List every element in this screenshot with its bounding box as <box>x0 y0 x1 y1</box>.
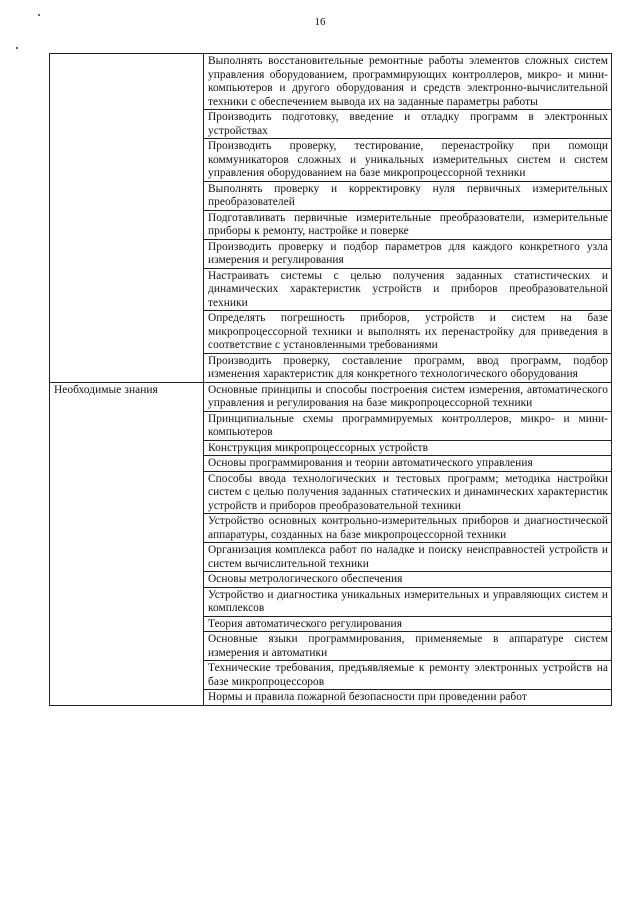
required-knowledge-item: Основные принципы и способы построения систем измерения, автоматического управления и регулирования на базе микропроцессорной техники <box>204 382 612 411</box>
requirements-table <box>49 53 612 706</box>
required-knowledge-item: Основы метрологического обеспечения <box>204 572 612 588</box>
table-row <box>50 54 612 110</box>
labor-action-item: Производить подготовку, введение и отладку программ в электронных устройствах <box>204 110 612 139</box>
required-knowledge-item: Основы программирования и теории автоматического управления <box>204 456 612 472</box>
section-heading-knowledge: Необходимые знания <box>50 382 204 705</box>
labor-action-item: Определять погрешность приборов, устройств и систем на базе микропроцессорной техники и выполнять их перенастройку для приведения в соответствие с установленными требованиями <box>204 311 612 354</box>
labor-action-item: Производить проверку, тестирование, перенастройку при помощи коммуникаторов сложных и уникальных измерительных систем и систем управления оборудованием на базе микропроцессорной техники <box>204 139 612 182</box>
section-heading-empty <box>50 54 204 383</box>
required-knowledge-item: Конструкция микропроцессорных устройств <box>204 440 612 456</box>
required-knowledge-item: Технические требования, предъявляемые к ремонту электронных устройств на базе микропроцессоров <box>204 661 612 690</box>
labor-action-item: Подготавливать первичные измерительные преобразователи, измерительные приборы к ремонту, настройке и поверке <box>204 210 612 239</box>
required-knowledge-item: Способы ввода технологических и тестовых программ; методика настройки систем с целью получения заданных статических и динамических характеристик устройств и приборов преобразовательной техники <box>204 471 612 514</box>
table-row <box>50 382 612 411</box>
required-knowledge-item: Организация комплекса работ по наладке и поиску неисправностей устройств и систем вычислительной техники <box>204 543 612 572</box>
page-number: 16 <box>314 16 326 28</box>
labor-action-item: Выполнять проверку и корректировку нуля первичных измерительных преобразователей <box>204 181 612 210</box>
required-knowledge-item: Основные языки программирования, применяемые в аппаратуре систем измерения и автоматики <box>204 632 612 661</box>
required-knowledge-item: Теория автоматического регулирования <box>204 616 612 632</box>
labor-action-item: Производить проверку и подбор параметров для каждого конкретного узла измерения и регулирования <box>204 239 612 268</box>
requirements-table-body <box>50 54 612 706</box>
required-knowledge-item: Устройство и диагностика уникальных измерительных и управляющих систем и комплексов <box>204 587 612 616</box>
scan-dot-mark <box>16 47 18 49</box>
required-knowledge-item: Нормы и правила пожарной безопасности при проведении работ <box>204 690 612 706</box>
labor-action-item: Производить проверку, составление программ, ввод программ, подбор изменения характеристик для конкретного технологического оборудования <box>204 353 612 382</box>
labor-action-item: Настраивать системы с целью получения заданных статистических и динамических характеристик устройств и приборов преобразовательной техники <box>204 268 612 311</box>
required-knowledge-item: Устройство основных контрольно-измерительных приборов и диагностической аппаратуры, созданных на базе микропроцессорной техники <box>204 514 612 543</box>
labor-action-item: Выполнять восстановительные ремонтные работы элементов сложных систем управления оборудованием, программирующих контроллеров, микро- и мини-компьютеров и другого оборудования и средств электронно-вычислительной техники с обеспечением вывода их на заданные параметры работы <box>204 54 612 110</box>
scan-dot-mark <box>38 14 40 16</box>
required-knowledge-item: Принципиальные схемы программируемых контроллеров, микро- и мини-компьютеров <box>204 411 612 440</box>
